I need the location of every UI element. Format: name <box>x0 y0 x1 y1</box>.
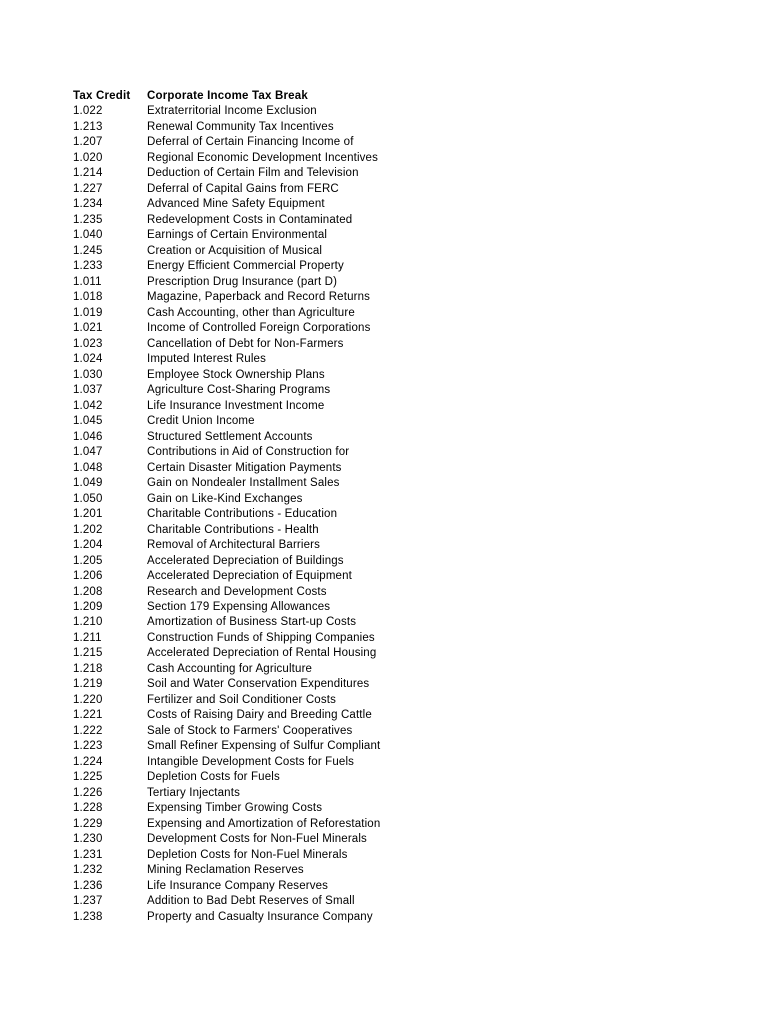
table-row <box>73 461 733 476</box>
tax-credit-cell: 1.214 <box>73 167 103 180</box>
table-row <box>73 848 733 863</box>
tax-credit-cell: 1.201 <box>73 508 103 521</box>
tax-break-cell: Charitable Contributions - Health <box>147 523 319 536</box>
tax-break-cell: Creation or Acquisition of Musical <box>147 244 323 257</box>
tax-credit-cell: 1.023 <box>73 337 103 350</box>
table-row <box>73 677 733 692</box>
table-row <box>73 290 733 305</box>
tax-break-cell: Intangible Development Costs for Fuels <box>147 755 355 768</box>
table-row <box>73 600 733 615</box>
tax-credit-cell: 1.221 <box>73 709 103 722</box>
tax-credit-cell: 1.210 <box>73 616 103 629</box>
tax-credit-cell: 1.207 <box>73 136 103 149</box>
tax-break-cell: Accelerated Depreciation of Equipment <box>147 570 352 583</box>
tax-break-cell: Property and Casualty Insurance Company <box>147 910 373 923</box>
table-row <box>73 197 733 212</box>
table-row <box>73 507 733 522</box>
table-row <box>73 445 733 460</box>
tax-credit-cell: 1.232 <box>73 864 103 877</box>
table-row <box>73 693 733 708</box>
tax-credit-cell: 1.213 <box>73 120 103 133</box>
tax-credit-cell: 1.234 <box>73 198 103 211</box>
table-row <box>73 801 733 816</box>
header-row <box>73 89 733 104</box>
tax-credit-cell: 1.215 <box>73 647 103 660</box>
tax-credit-cell: 1.236 <box>73 879 103 892</box>
tax-break-cell: Accelerated Depreciation of Rental Housing <box>147 647 377 660</box>
tax-break-cell: Renewal Community Tax Incentives <box>147 120 334 133</box>
table-row <box>73 275 733 290</box>
tax-credit-cell: 1.047 <box>73 446 103 459</box>
tax-credit-cell: 1.245 <box>73 244 103 257</box>
tax-credit-cell: 1.205 <box>73 554 103 567</box>
tax-credit-cell: 1.226 <box>73 786 103 799</box>
tax-break-cell: Charitable Contributions - Education <box>147 508 338 521</box>
table-row <box>73 662 733 677</box>
tax-credit-cell: 1.021 <box>73 322 103 335</box>
table-row <box>73 523 733 538</box>
tax-break-header: Corporate Income Tax Break <box>147 90 308 102</box>
table-row <box>73 863 733 878</box>
table-body <box>73 104 733 925</box>
table-row <box>73 755 733 770</box>
tax-credit-cell: 1.230 <box>73 833 103 846</box>
table-row <box>73 135 733 150</box>
tax-credit-cell: 1.228 <box>73 802 103 815</box>
tax-break-cell: Cancellation of Debt for Non-Farmers <box>147 337 344 350</box>
table-row <box>73 352 733 367</box>
tax-credit-cell: 1.024 <box>73 353 103 366</box>
tax-credit-cell: 1.227 <box>73 182 103 195</box>
table-row <box>73 228 733 243</box>
tax-break-cell: Imputed Interest Rules <box>147 353 266 366</box>
tax-credit-cell: 1.206 <box>73 570 103 583</box>
tax-break-cell: Cash Accounting for Agriculture <box>147 662 313 675</box>
tax-credit-cell: 1.049 <box>73 477 103 490</box>
tax-credit-cell: 1.048 <box>73 461 103 474</box>
tax-break-cell: Structured Settlement Accounts <box>147 430 313 443</box>
tax-break-cell: Earnings of Certain Environmental <box>147 229 328 242</box>
tax-credit-cell: 1.209 <box>73 600 103 613</box>
tax-credit-cell: 1.046 <box>73 430 103 443</box>
table-row <box>73 337 733 352</box>
table-row <box>73 879 733 894</box>
tax-credit-cell: 1.040 <box>73 229 103 242</box>
table-row <box>73 910 733 925</box>
tax-credit-cell: 1.045 <box>73 415 103 428</box>
tax-break-cell: Cash Accounting, other than Agriculture <box>147 306 355 319</box>
table-row <box>73 786 733 801</box>
tax-break-cell: Regional Economic Development Incentives <box>147 151 379 164</box>
table-row <box>73 585 733 600</box>
tax-break-cell: Gain on Like-Kind Exchanges <box>147 492 303 505</box>
tax-credit-cell: 1.202 <box>73 523 103 536</box>
tax-credit-cell: 1.020 <box>73 151 103 164</box>
tax-break-cell: Accelerated Depreciation of Buildings <box>147 554 344 567</box>
tax-break-cell: Certain Disaster Mitigation Payments <box>147 461 342 474</box>
table-row <box>73 476 733 491</box>
tax-break-cell: Energy Efficient Commercial Property <box>147 260 344 273</box>
table-row <box>73 383 733 398</box>
tax-credit-cell: 1.218 <box>73 662 103 675</box>
tax-break-cell: Amortization of Business Start-up Costs <box>147 616 357 629</box>
table-row <box>73 120 733 135</box>
tax-break-cell: Gain on Nondealer Installment Sales <box>147 477 340 490</box>
tax-break-cell: Deferral of Capital Gains from FERC <box>147 182 339 195</box>
tax-break-cell: Costs of Raising Dairy and Breeding Cattle <box>147 709 372 722</box>
tax-credit-cell: 1.037 <box>73 384 103 397</box>
table-row <box>73 832 733 847</box>
tax-break-cell: Redevelopment Costs in Contaminated <box>147 213 353 226</box>
tax-credit-cell: 1.233 <box>73 260 103 273</box>
tax-credit-cell: 1.224 <box>73 755 103 768</box>
tax-credit-cell: 1.030 <box>73 368 103 381</box>
tax-break-cell: Soil and Water Conservation Expenditures <box>147 678 370 691</box>
tax-credit-cell: 1.238 <box>73 910 103 923</box>
tax-credit-cell: 1.022 <box>73 105 103 118</box>
table-row <box>73 554 733 569</box>
table-row <box>73 646 733 661</box>
table-row <box>73 166 733 181</box>
table-row <box>73 182 733 197</box>
tax-break-cell: Deduction of Certain Film and Television <box>147 167 359 180</box>
table-row <box>73 259 733 274</box>
tax-break-cell: Expensing Timber Growing Costs <box>147 802 323 815</box>
tax-break-cell: Extraterritorial Income Exclusion <box>147 105 317 118</box>
tax-break-cell: Depletion Costs for Fuels <box>147 771 280 784</box>
tax-break-cell: Section 179 Expensing Allowances <box>147 600 331 613</box>
table-row <box>73 615 733 630</box>
tax-credit-cell: 1.011 <box>73 275 102 288</box>
tax-break-cell: Contributions in Aid of Construction for <box>147 446 350 459</box>
tax-break-cell: Small Refiner Expensing of Sulfur Compliant <box>147 740 381 753</box>
table-row <box>73 739 733 754</box>
tax-break-cell: Depletion Costs for Non-Fuel Minerals <box>147 848 348 861</box>
tax-break-cell: Credit Union Income <box>147 415 255 428</box>
table-row <box>73 569 733 584</box>
tax-break-cell: Construction Funds of Shipping Companies <box>147 631 375 644</box>
tax-credit-header: Tax Credit <box>73 90 131 102</box>
tax-break-cell: Research and Development Costs <box>147 585 327 598</box>
table-row <box>73 104 733 119</box>
tax-credit-cell: 1.231 <box>73 848 103 861</box>
tax-break-table <box>73 89 733 925</box>
tax-credit-cell: 1.019 <box>73 306 103 319</box>
tax-break-cell: Life Insurance Company Reserves <box>147 879 329 892</box>
tax-credit-cell: 1.211 <box>73 631 102 644</box>
tax-credit-cell: 1.204 <box>73 539 103 552</box>
tax-break-cell: Employee Stock Ownership Plans <box>147 368 325 381</box>
table-row <box>73 368 733 383</box>
tax-break-cell: Prescription Drug Insurance (part D) <box>147 275 338 288</box>
tax-credit-cell: 1.018 <box>73 291 103 304</box>
tax-break-cell: Income of Controlled Foreign Corporations <box>147 322 371 335</box>
tax-break-cell: Advanced Mine Safety Equipment <box>147 198 325 211</box>
tax-break-cell: Addition to Bad Debt Reserves of Small <box>147 895 355 908</box>
table-row <box>73 151 733 166</box>
table-row <box>73 414 733 429</box>
tax-credit-cell: 1.229 <box>73 817 103 830</box>
tax-credit-cell: 1.050 <box>73 492 103 505</box>
tax-break-cell: Deferral of Certain Financing Income of <box>147 136 354 149</box>
tax-credit-cell: 1.220 <box>73 693 103 706</box>
tax-break-cell: Fertilizer and Soil Conditioner Costs <box>147 693 336 706</box>
tax-break-cell: Development Costs for Non-Fuel Minerals <box>147 833 367 846</box>
tax-credit-cell: 1.042 <box>73 399 103 412</box>
table-row <box>73 631 733 646</box>
table-row <box>73 724 733 739</box>
table-row <box>73 399 733 414</box>
tax-credit-cell: 1.225 <box>73 771 103 784</box>
tax-break-cell: Mining Reclamation Reserves <box>147 864 304 877</box>
table-row <box>73 492 733 507</box>
table-row <box>73 321 733 336</box>
table-row <box>73 306 733 321</box>
table-row <box>73 244 733 259</box>
tax-credit-cell: 1.208 <box>73 585 103 598</box>
tax-break-cell: Removal of Architectural Barriers <box>147 539 321 552</box>
table-row <box>73 817 733 832</box>
tax-break-cell: Magazine, Paperback and Record Returns <box>147 291 371 304</box>
tax-credit-cell: 1.237 <box>73 895 103 908</box>
tax-credit-cell: 1.223 <box>73 740 103 753</box>
tax-break-cell: Life Insurance Investment Income <box>147 399 325 412</box>
table-row <box>73 894 733 909</box>
tax-break-cell: Agriculture Cost-Sharing Programs <box>147 384 331 397</box>
tax-credit-cell: 1.219 <box>73 678 103 691</box>
tax-break-cell: Tertiary Injectants <box>147 786 240 799</box>
table-row <box>73 770 733 785</box>
spreadsheet-page <box>73 89 733 925</box>
tax-break-cell: Expensing and Amortization of Reforestation <box>147 817 381 830</box>
table-row <box>73 538 733 553</box>
table-row <box>73 213 733 228</box>
tax-credit-cell: 1.235 <box>73 213 103 226</box>
table-row <box>73 430 733 445</box>
tax-break-cell: Sale of Stock to Farmers' Cooperatives <box>147 724 353 737</box>
tax-credit-cell: 1.222 <box>73 724 103 737</box>
table-row <box>73 708 733 723</box>
